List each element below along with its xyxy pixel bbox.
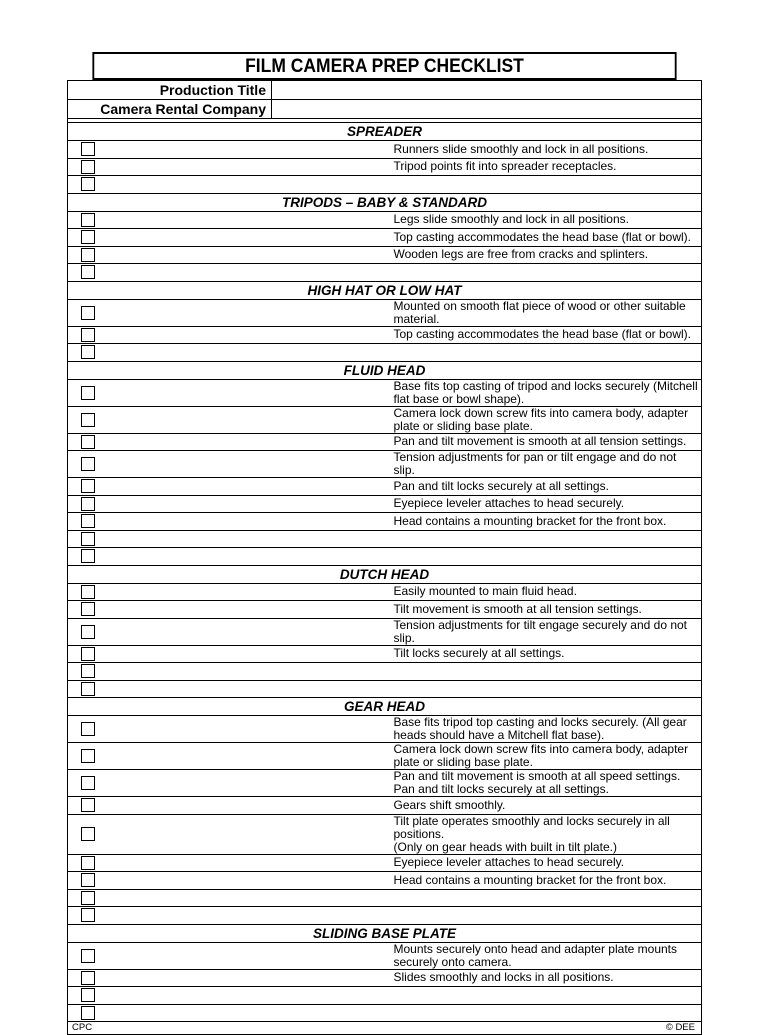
checklist-item — [68, 530, 702, 548]
checkbox[interactable] — [81, 625, 95, 639]
checklist-item-text: Slides smoothly and locks in all positions. — [385, 969, 702, 987]
checkbox[interactable] — [81, 664, 95, 678]
checkbox-cell — [68, 548, 385, 566]
checkbox[interactable] — [81, 213, 95, 227]
checkbox[interactable] — [81, 306, 95, 320]
checkbox-cell — [68, 299, 385, 326]
checklist-item — [68, 907, 702, 925]
section-title: FLUID HEAD — [68, 361, 702, 379]
checklist-item-text: Eyepiece leveler attaches to head securely. — [385, 495, 702, 513]
checklist-item — [68, 176, 702, 194]
page-title: FILM CAMERA PREP CHECKLIST — [92, 52, 676, 80]
checkbox-cell — [68, 814, 385, 854]
checklist-item — [68, 326, 702, 344]
checklist-item — [68, 889, 702, 907]
checklist-item-text: Tilt movement is smooth at all tension settings. — [385, 601, 702, 619]
checklist-item-text: Legs slide smoothly and lock in all positions. — [385, 211, 702, 229]
checklist-item-text: Eyepiece leveler attaches to head securely. — [385, 854, 702, 872]
checklist-item — [68, 583, 702, 601]
camera-rental-company-row — [68, 100, 702, 119]
section-header-spreader — [68, 123, 702, 141]
checklist-item-text — [385, 344, 702, 362]
checklist-item — [68, 344, 702, 362]
section-header-gear-head — [68, 698, 702, 716]
checklist-item-text: Top casting accommodates the head base (flat or bowl). — [385, 326, 702, 344]
production-info-table — [67, 80, 702, 119]
checklist-item — [68, 229, 702, 247]
checkbox[interactable] — [81, 856, 95, 870]
checklist-item-text: Head contains a mounting bracket for the front box. — [385, 513, 702, 531]
checklist-item — [68, 246, 702, 264]
checklist-item — [68, 645, 702, 663]
section-header-fluid-head — [68, 361, 702, 379]
section-title: HIGH HAT OR LOW HAT — [68, 281, 702, 299]
checklist-item — [68, 797, 702, 815]
checklist-item — [68, 743, 702, 770]
checklist-item — [68, 854, 702, 872]
checklist-item-text — [385, 987, 702, 1005]
checkbox[interactable] — [81, 647, 95, 661]
checklist-item-text: Mounted on smooth flat piece of wood or other suitable material. — [385, 299, 702, 326]
checkbox-cell — [68, 451, 385, 478]
checklist-item — [68, 548, 702, 566]
footer-left-code: CPC — [72, 1022, 93, 1033]
checklist-table — [67, 122, 702, 1022]
checklist-item — [68, 663, 702, 681]
checkbox[interactable] — [81, 413, 95, 427]
checkbox[interactable] — [81, 514, 95, 528]
checkbox-cell — [68, 433, 385, 451]
checkbox[interactable] — [81, 532, 95, 546]
checklist-item-text: Camera lock down screw fits into camera body, adapter plate or sliding base plate. — [385, 406, 702, 433]
checkbox[interactable] — [81, 265, 95, 279]
camera-rental-company-label: Camera Rental Company — [68, 100, 272, 119]
checkbox-cell — [68, 987, 385, 1005]
checklist-item-text: Base fits top casting of tripod and locks securely (Mitchell flat base or bowl shape). — [385, 379, 702, 406]
checklist-item — [68, 969, 702, 987]
checklist-item — [68, 987, 702, 1005]
checklist-item — [68, 406, 702, 433]
checklist-item — [68, 716, 702, 743]
section-header-dutch-head — [68, 565, 702, 583]
camera-rental-company-field[interactable] — [272, 100, 702, 119]
checklist-item — [68, 451, 702, 478]
section-title: GEAR HEAD — [68, 698, 702, 716]
checklist-item — [68, 872, 702, 890]
checklist-item-text — [385, 663, 702, 681]
checklist-item-text: Mounts securely onto head and adapter plate mounts securely onto camera. — [385, 942, 702, 969]
checklist-item-text: Easily mounted to main fluid head. — [385, 583, 702, 601]
checklist-item-text: Tilt locks securely at all settings. — [385, 645, 702, 663]
checklist-item-text: Pan and tilt locks securely at all settings. — [385, 478, 702, 496]
section-title: SPREADER — [68, 123, 702, 141]
checkbox[interactable] — [81, 908, 95, 922]
checkbox[interactable] — [81, 230, 95, 244]
checkbox[interactable] — [81, 328, 95, 342]
checklist-item — [68, 942, 702, 969]
checklist-item-text — [385, 264, 702, 282]
checkbox-cell — [68, 797, 385, 815]
checkbox[interactable] — [81, 177, 95, 191]
checkbox[interactable] — [81, 749, 95, 763]
checkbox-cell — [68, 942, 385, 969]
checklist-item — [68, 680, 702, 698]
checklist-item — [68, 770, 702, 797]
checklist-item-text — [385, 889, 702, 907]
checklist-item-text: Gears shift smoothly. — [385, 797, 702, 815]
checkbox-cell — [68, 530, 385, 548]
checkbox[interactable] — [81, 891, 95, 905]
checkbox-cell — [68, 601, 385, 619]
checkbox[interactable] — [81, 1006, 95, 1020]
checkbox[interactable] — [81, 827, 95, 841]
checkbox[interactable] — [81, 949, 95, 963]
checkbox[interactable] — [81, 345, 95, 359]
section-header-tripods-baby-standard — [68, 193, 702, 211]
checkbox-cell — [68, 495, 385, 513]
checklist-item-text: Top casting accommodates the head base (flat or bowl). — [385, 229, 702, 247]
checklist-item-text: Base fits tripod top casting and locks securely. (All gear heads should have a Mitchell flat base). — [385, 716, 702, 743]
checkbox-cell — [68, 264, 385, 282]
checkbox-cell — [68, 872, 385, 890]
checkbox[interactable] — [81, 479, 95, 493]
checkbox-cell — [68, 158, 385, 176]
checkbox-cell — [68, 716, 385, 743]
section-title: SLIDING BASE PLATE — [68, 924, 702, 942]
checklist-item-text: Camera lock down screw fits into camera body, adapter plate or sliding base plate. — [385, 743, 702, 770]
checklist-item-text: Wooden legs are free from cracks and splinters. — [385, 246, 702, 264]
checklist-item-text: Pan and tilt movement is smooth at all speed settings. Pan and tilt locks securely at all settings. — [385, 770, 702, 797]
checkbox[interactable] — [81, 435, 95, 449]
checkbox-cell — [68, 969, 385, 987]
checklist-item-text: Pan and tilt movement is smooth at all tension settings. — [385, 433, 702, 451]
checkbox-cell — [68, 770, 385, 797]
checklist-item — [68, 299, 702, 326]
checklist-item-text — [385, 680, 702, 698]
checkbox[interactable] — [81, 585, 95, 599]
checkbox-cell — [68, 645, 385, 663]
checklist-item — [68, 478, 702, 496]
checkbox-cell — [68, 513, 385, 531]
checkbox-cell — [68, 680, 385, 698]
checklist-item-text — [385, 907, 702, 925]
checkbox[interactable] — [81, 602, 95, 616]
checklist-item — [68, 158, 702, 176]
section-header-sliding-base-plate — [68, 924, 702, 942]
checklist-item-text: Tension adjustments for pan or tilt engage and do not slip. — [385, 451, 702, 478]
checkbox[interactable] — [81, 386, 95, 400]
checkbox[interactable] — [81, 988, 95, 1002]
checkbox[interactable] — [81, 497, 95, 511]
checkbox-cell — [68, 344, 385, 362]
checkbox-cell — [68, 583, 385, 601]
checklist-item — [68, 814, 702, 854]
checkbox-cell — [68, 141, 385, 159]
checkbox-cell — [68, 176, 385, 194]
checklist-item — [68, 141, 702, 159]
section-title: TRIPODS – BABY & STANDARD — [68, 193, 702, 211]
checklist-item-text: Tension adjustments for tilt engage securely and do not slip. — [385, 618, 702, 645]
checkbox-cell — [68, 326, 385, 344]
checkbox[interactable] — [81, 873, 95, 887]
checklist-item-text — [385, 530, 702, 548]
checklist-item — [68, 495, 702, 513]
checkbox-cell — [68, 406, 385, 433]
checklist-item — [68, 264, 702, 282]
checkbox-cell — [68, 246, 385, 264]
section-header-high-hat-or-low-hat — [68, 281, 702, 299]
footer-copyright: © DEE — [665, 1022, 695, 1033]
checkbox-cell — [68, 478, 385, 496]
checklist-item — [68, 433, 702, 451]
checkbox-cell — [68, 854, 385, 872]
checklist-item-text — [385, 1004, 702, 1022]
checklist-item-text — [385, 548, 702, 566]
checklist-item — [68, 601, 702, 619]
checkbox-cell — [68, 211, 385, 229]
checkbox-cell — [68, 663, 385, 681]
production-title-label: Production Title — [68, 81, 272, 100]
checklist-sheet — [67, 52, 702, 1035]
checkbox-cell — [68, 907, 385, 925]
checklist-item-text — [385, 176, 702, 194]
checklist-item — [68, 379, 702, 406]
checklist-item-text: Tilt plate operates smoothly and locks securely in all positions. (Only on gear heads with built in tilt plate.) — [385, 814, 702, 854]
checklist-item-text: Runners slide smoothly and lock in all positions. — [385, 141, 702, 159]
checkbox[interactable] — [81, 682, 95, 696]
checkbox-cell — [68, 618, 385, 645]
checkbox[interactable] — [81, 248, 95, 262]
checklist-item — [68, 1004, 702, 1022]
checkbox[interactable] — [81, 798, 95, 812]
checkbox[interactable] — [81, 549, 95, 563]
checklist-item — [68, 513, 702, 531]
checkbox-cell — [68, 229, 385, 247]
checklist-item-text: Tripod points fit into spreader receptacles. — [385, 158, 702, 176]
checkbox[interactable] — [81, 971, 95, 985]
production-title-field[interactable] — [272, 81, 702, 100]
checkbox[interactable] — [81, 457, 95, 471]
section-title: DUTCH HEAD — [68, 565, 702, 583]
checkbox-cell — [68, 379, 385, 406]
checklist-item — [68, 211, 702, 229]
production-title-row — [68, 81, 702, 100]
checklist-item-text: Head contains a mounting bracket for the front box. — [385, 872, 702, 890]
checkbox[interactable] — [81, 776, 95, 790]
checklist-item — [68, 618, 702, 645]
checkbox[interactable] — [81, 160, 95, 174]
checkbox-cell — [68, 889, 385, 907]
checkbox[interactable] — [81, 142, 95, 156]
checkbox[interactable] — [81, 722, 95, 736]
checkbox-cell — [68, 743, 385, 770]
checkbox-cell — [68, 1004, 385, 1022]
